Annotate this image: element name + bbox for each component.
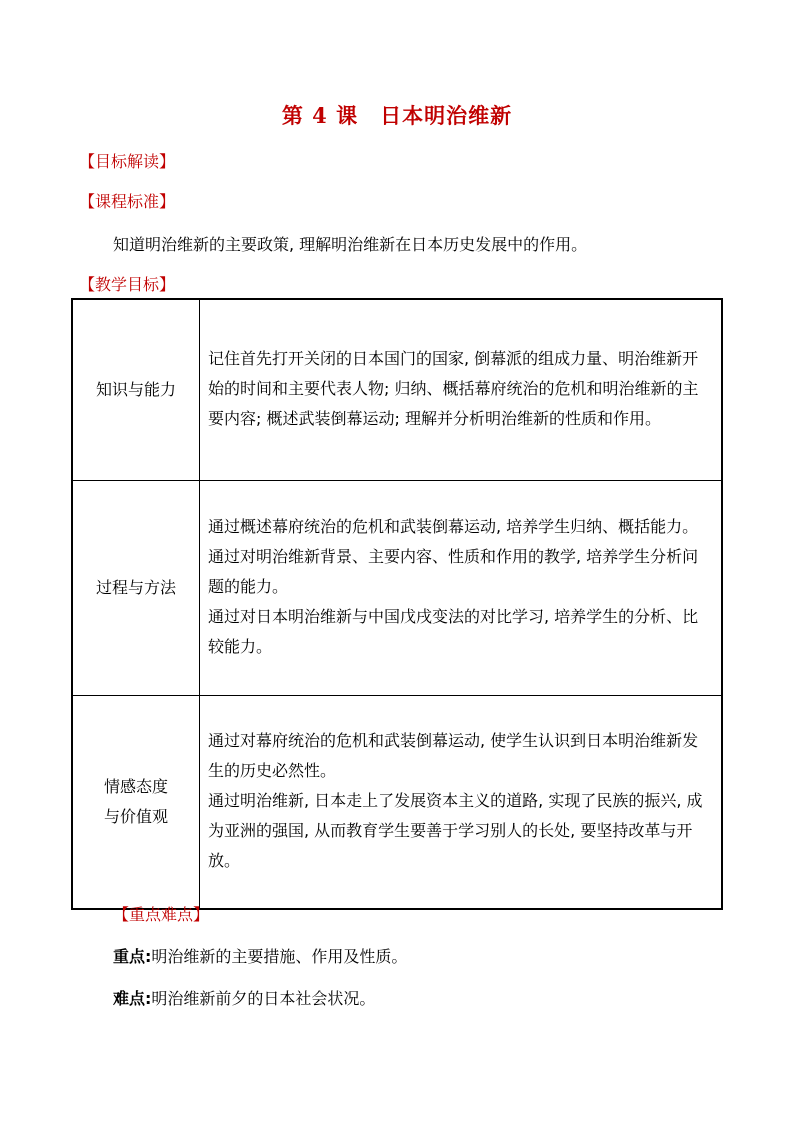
section-key-points-heading: 【重点难点】 (113, 905, 210, 924)
row-label-process: 过程与方法 (72, 481, 200, 696)
section-teaching-goals-heading: 【教学目标】 (79, 275, 176, 294)
section-target-heading: 【目标解读】 (79, 152, 176, 171)
content-paragraph: 通过对日本明治维新与中国戊戌变法的对比学习, 培养学生的分析、比较能力。 (208, 607, 699, 656)
row-label-knowledge: 知识与能力 (72, 299, 200, 481)
section-curriculum-heading: 【课程标准】 (79, 192, 176, 211)
difficult-point-line (113, 986, 375, 1009)
content-paragraph: 通过对幕府统治的危机和武装倒幕运动, 使学生认识到日本明治维新发生的历史必然性。 (208, 731, 699, 780)
page-title: 第 4 课 日本明治维新 (281, 103, 513, 128)
table-row (72, 696, 722, 910)
row-content-knowledge (200, 299, 723, 481)
label-line: 情感态度 (103, 777, 168, 796)
row-label-attitude (72, 696, 200, 910)
content-paragraph: 通过明治维新, 日本走上了发展资本主义的道路, 实现了民族的振兴, 成为亚洲的强国, 从而教育学生要善于学习别人的长处, 要坚持改革与开放。 (208, 791, 703, 870)
key-point-label: 重点: (113, 947, 152, 966)
key-point-text: 明治维新的主要措施、作用及性质。 (151, 947, 408, 966)
row-content-attitude (200, 696, 723, 910)
content-paragraph: 通过概述幕府统治的危机和武装倒幕运动, 培养学生归纳、概括能力。通过对明治维新背景、主要内容、性质和作用的教学, 培养学生分析问题的能力。 (208, 517, 699, 596)
difficult-point-label: 难点: (113, 989, 152, 1008)
key-point-line (113, 944, 407, 967)
difficult-point-text: 明治维新前夕的日本社会状况。 (151, 989, 376, 1008)
teaching-goals-table (71, 298, 723, 910)
content-paragraph: 记住首先打开关闭的日本国门的国家, 倒幕派的组成力量、明治维新开始的时间和主要代表人物; 归纳、概括幕府统治的危机和明治维新的主要内容; 概述武装倒幕运动; 理解并分析明治维新的性质和作用。 (208, 349, 699, 428)
curriculum-text: 知道明治维新的主要政策, 理解明治维新在日本历史发展中的作用。 (113, 235, 588, 254)
row-content-process (200, 481, 723, 696)
label-line: 与价值观 (103, 807, 168, 826)
table-row (72, 481, 722, 696)
table-row (72, 299, 722, 481)
